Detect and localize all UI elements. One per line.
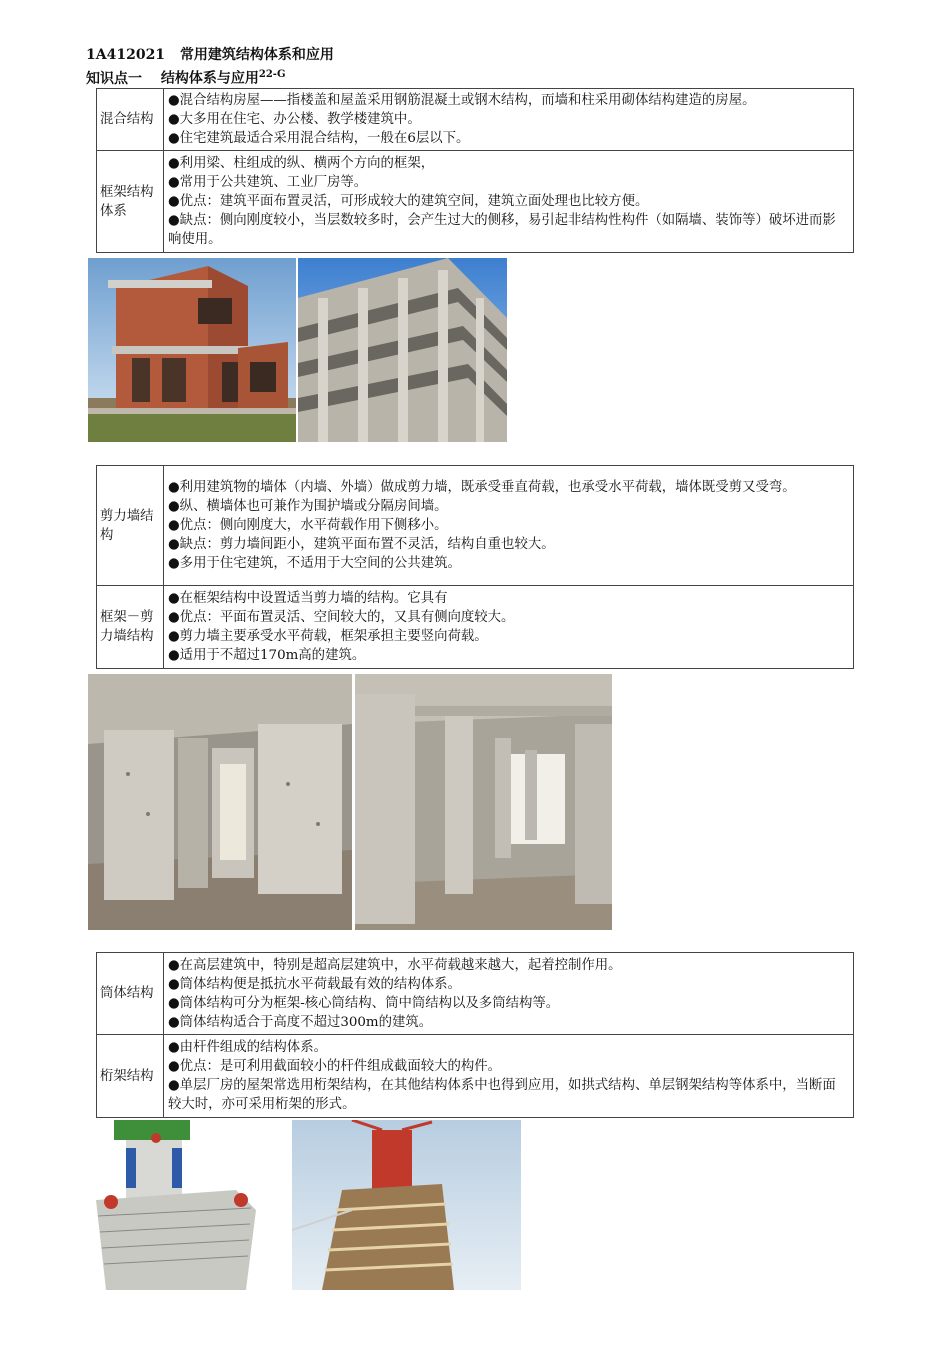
- row-content: [164, 1035, 854, 1118]
- content-line: ●利用建筑物的墙体（内墙、外墙）做成剪力墙，既承受垂直荷载，也承受水平荷载，墙体既受剪又受弯。: [168, 480, 796, 495]
- content-line: ●适用于不超过170m高的建筑。: [168, 648, 366, 663]
- content-line: ●筒体结构适合于高度不超过300m的建筑。: [168, 1014, 433, 1030]
- row-content: [164, 89, 854, 151]
- core-tube-tower-rendering-photo: [86, 1120, 286, 1290]
- content-line: ●利用梁、柱组成的纵、横两个方向的框架，: [168, 156, 435, 171]
- row-label: 框架结构体系: [97, 151, 164, 253]
- row-content: [164, 466, 854, 586]
- row-label: 筒体结构: [97, 953, 164, 1035]
- content-line: ●优点：平面布置灵活、空间较大的，又具有侧向度较大。: [168, 610, 515, 625]
- content-line: ●纵、横墙体也可兼作为围护墙或分隔房间墙。: [168, 499, 448, 514]
- content-line: ●筒体结构可分为框架-核心筒结构、筒中筒结构以及多筒结构等。: [168, 995, 560, 1011]
- table-row: [97, 1035, 854, 1118]
- content-line: ●剪力墙主要承受水平荷载，框架承担主要竖向荷载。: [168, 629, 488, 644]
- frame-shear-wall-interior-photo: [355, 674, 612, 930]
- table-row: [97, 151, 854, 253]
- row-content: [164, 953, 854, 1035]
- knowledge-point-heading: [86, 66, 285, 88]
- table-row: [97, 89, 854, 151]
- content-line: ●住宅建筑最适合采用混合结构，一般在6层以下。: [168, 131, 470, 146]
- section-heading: [86, 46, 334, 64]
- knowledge-point-title: 结构体系与应用: [160, 70, 259, 87]
- shear-wall-interior-photo: [88, 674, 352, 930]
- concrete-frame-building-photo: [298, 258, 507, 442]
- structure-table-2: [96, 465, 854, 669]
- structure-table-3: [96, 952, 854, 1118]
- supertall-tower-construction-photo: [292, 1120, 521, 1290]
- content-line: ●单层厂房的屋架常选用桁架结构，在其他结构体系中也得到应用，如拱式结构、单层钢架结构等体系中，当断面较大时，亦可采用桁架的形式。: [168, 1078, 836, 1112]
- content-line: ●多用于住宅建筑，不适用于大空间的公共建筑。: [168, 556, 461, 571]
- content-line: ●在高层建筑中，特别是超高层建筑中，水平荷载越来越大，起着控制作用。: [168, 957, 622, 973]
- content-line: ●在框架结构中设置适当剪力墙的结构。它具有: [168, 591, 448, 606]
- section-title: 常用建筑结构体系和应用: [179, 47, 334, 63]
- section-code: 1A412021: [86, 47, 166, 63]
- row-content: [164, 151, 854, 253]
- content-line: ●优点：是可利用截面较小的杆件组成截面较大的构件。: [168, 1059, 502, 1074]
- knowledge-point-tag: 22-G: [258, 69, 286, 80]
- table-row: [97, 466, 854, 586]
- content-line: ●筒体结构便是抵抗水平荷载最有效的结构体系。: [168, 976, 461, 992]
- table-row: [97, 586, 854, 669]
- structure-table-1: [96, 88, 854, 253]
- content-line: ●大多用在住宅、办公楼、教学楼建筑中。: [168, 112, 421, 127]
- brick-masonry-building-photo: [88, 258, 296, 442]
- row-content: [164, 586, 854, 669]
- row-label: 剪力墙结构: [97, 466, 164, 586]
- content-line: ●缺点：侧向刚度较小，当层数较多时，会产生过大的侧移，易引起非结构性构件（如隔墙、装饰等）破坏进而影响使用。: [168, 213, 836, 247]
- content-line: ●混合结构房屋——指楼盖和屋盖采用钢筋混凝土或钢木结构，而墙和柱采用砌体结构建造的房屋。: [168, 93, 756, 108]
- content-line: ●缺点：剪力墙间距小，建筑平面布置不灵活，结构自重也较大。: [168, 537, 555, 552]
- content-line: ●优点：建筑平面布置灵活，可形成较大的建筑空间，建筑立面处理也比较方便。: [168, 194, 649, 209]
- row-label: 框架－剪力墙结构: [97, 586, 164, 669]
- content-line: ●常用于公共建筑、工业厂房等。: [168, 175, 368, 190]
- content-line: ●优点：侧向刚度大，水平荷载作用下侧移小。: [168, 518, 448, 533]
- table-row: [97, 953, 854, 1035]
- content-line: ●由杆件组成的结构体系。: [168, 1040, 327, 1055]
- row-label: 桁架结构: [97, 1035, 164, 1118]
- knowledge-point-label: 知识点一: [86, 70, 142, 87]
- row-label: 混合结构: [97, 89, 164, 151]
